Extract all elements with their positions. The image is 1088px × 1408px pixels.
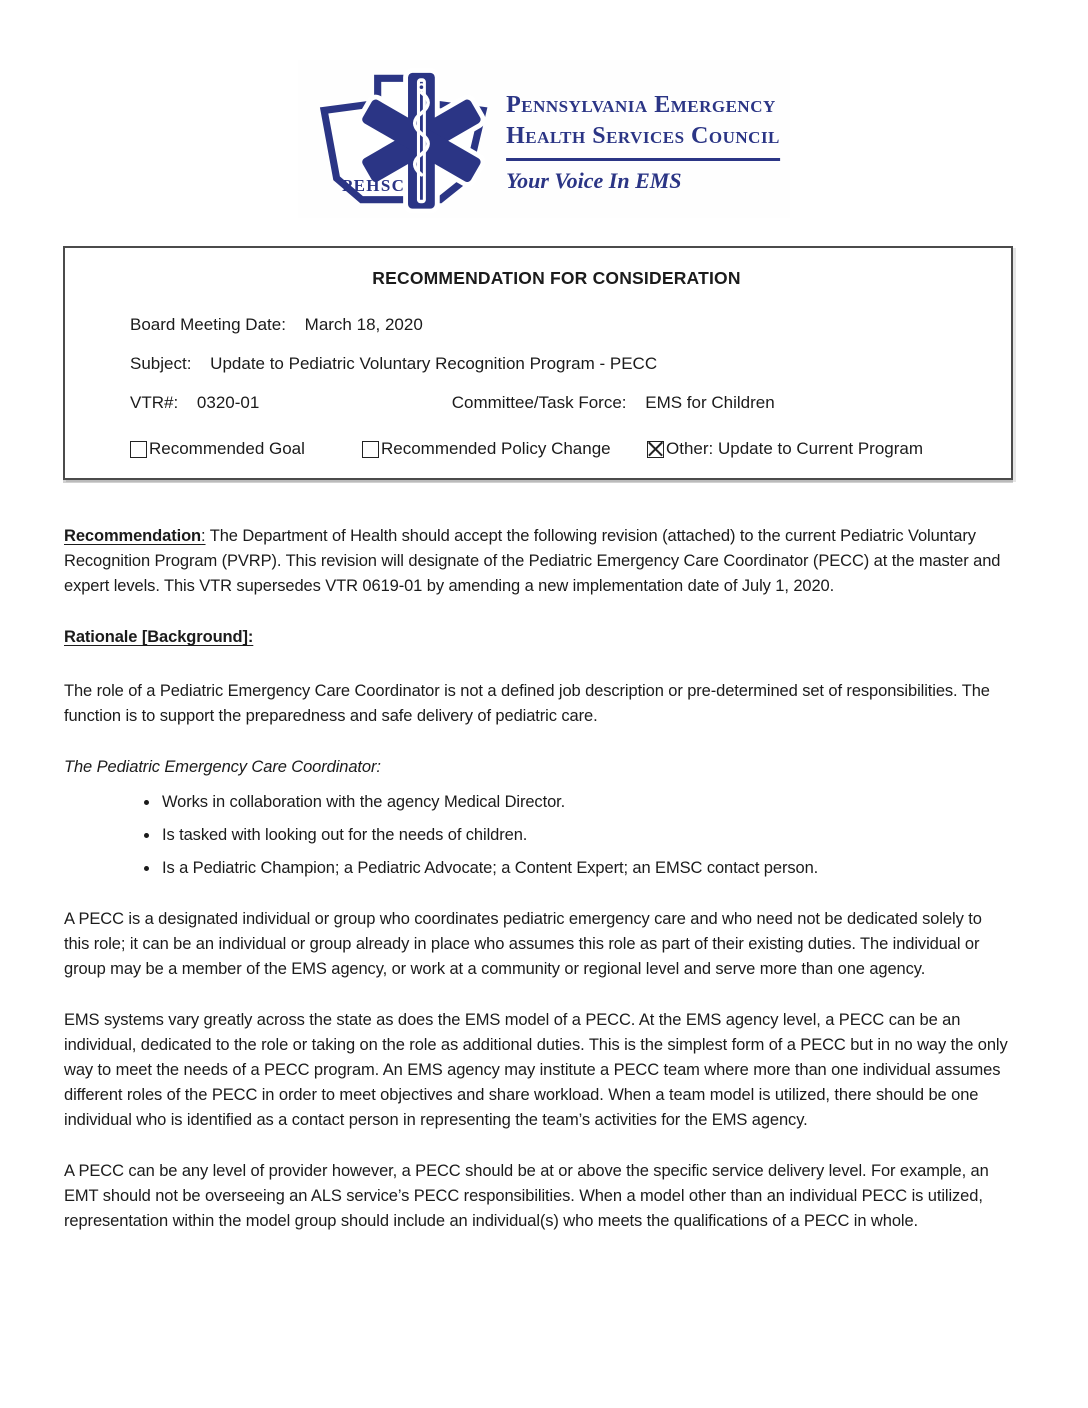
rationale-heading: Rationale [Background]: xyxy=(64,628,254,646)
checkbox-icon[interactable] xyxy=(130,441,147,458)
subject-label: Subject: xyxy=(130,354,192,373)
pehsc-logo xyxy=(298,60,790,218)
list-item: • Is a Pediatric Champion; a Pediatric Advocate; a Content Expert; an EMSC contact person. xyxy=(160,856,1008,881)
star-of-life-keystone-icon xyxy=(308,64,490,214)
pecc-lead-in: The Pediatric Emergency Care Coordinator: xyxy=(64,758,381,776)
checkbox-recommended-goal[interactable] xyxy=(130,437,362,461)
checkbox-icon[interactable] xyxy=(647,441,664,458)
org-name-block xyxy=(506,84,780,194)
checkbox-other[interactable] xyxy=(647,437,923,461)
checkbox-label: Recommended Goal xyxy=(149,439,305,458)
org-name-line1: Pennsylvania Emergency xyxy=(506,91,776,118)
checkbox-row xyxy=(130,437,983,461)
committee-value: EMS for Children xyxy=(645,393,775,412)
rationale-paragraph-3: EMS systems vary greatly across the state as does the EMS model of a PECC. At the EMS agency level, a PECC can be an individual, dedicated to the role or taking on the role as additional duties. This is the simplest form of a PECC but in no way the only way to meet the needs of a PECC program. An EMS agency may institute a PECC team where more than one individual assumes different roles of the PECC in order to meet objectives and share workload. When a team model is utilized, there should be one individual who is identified as a contact person in representing the team’s activities for the EMS agency. xyxy=(64,1011,1008,1129)
rationale-paragraph-2: A PECC is a designated individual or group who coordinates pediatric emergency care and who need not be dedicated solely to this role; it can be an individual or group already in place who assumes this role as part of their existing duties. The individual or group may be a member of the EMS agency, or work at a community or regional level and serve more than one agency. xyxy=(64,910,982,978)
pehsc-acronym: PEHSC xyxy=(341,175,406,195)
checkbox-icon[interactable] xyxy=(362,441,379,458)
committee-label: Committee/Task Force: xyxy=(451,393,627,412)
vtr-committee-row xyxy=(130,391,983,415)
vtr-number-value: 0320-01 xyxy=(196,393,260,412)
recommendation-heading: Recommendation xyxy=(64,527,202,545)
recommendation-form-box xyxy=(63,246,1013,480)
board-meeting-date-label: Board Meeting Date: xyxy=(130,315,286,334)
subject-value: Update to Pediatric Voluntary Recognition Program - PECC xyxy=(210,354,658,373)
rationale-paragraph-4: A PECC can be any level of provider however, a PECC should be at or above the specific service delivery level. For example, an EMT should not be overseeing an ALS service’s PECC responsibilities. When a model other than an individual PECC is utilized, representation within the model group should include an individual(s) who meets the qualifications of a PECC in whole. xyxy=(64,1162,989,1230)
pecc-bullet-list xyxy=(64,790,1008,881)
checkbox-label: Recommended Policy Change xyxy=(381,439,611,458)
form-title: RECOMMENDATION FOR CONSIDERATION xyxy=(372,268,741,288)
board-meeting-date-value: March 18, 2020 xyxy=(304,315,423,334)
recommendation-paragraph: Recommendation: The Department of Health should accept the following revision (attached) to the current Pediatric Voluntary Recognition Program (PVRP). This revision will designate of the Pediatric Emergency Care Coordinator (PECC) at the master and expert levels. This VTR supersedes VTR 0619-01 by amending a new implementation date of July 1, 2020. xyxy=(64,527,1001,595)
logo-divider-rule xyxy=(506,158,780,161)
list-item: • Is tasked with looking out for the needs of children. xyxy=(160,823,1008,848)
vtr-number-label: VTR#: xyxy=(130,393,179,412)
document-body xyxy=(64,524,1008,1260)
rationale-paragraph-1: The role of a Pediatric Emergency Care Coordinator is not a defined job description or pre-determined set of responsibilities. The function is to support the preparedness and safe delivery of pediatric care. xyxy=(64,682,990,725)
checkbox-label: Other: Update to Current Program xyxy=(666,439,924,458)
board-meeting-date-row xyxy=(130,313,983,337)
checkbox-recommended-policy-change[interactable] xyxy=(362,437,647,461)
org-name-line2: Health Services Council xyxy=(506,123,780,149)
org-tagline: Your Voice In EMS xyxy=(506,168,682,194)
list-item: • Works in collaboration with the agency Medical Director. xyxy=(160,790,1008,815)
recommendation-text: The Department of Health should accept the following revision (attached) to the current Pediatric Voluntary Recognition Program (PVRP). This revision will designate of the Pediatric Emergency Care Coordinator (PECC) at the master and expert levels. This VTR supersedes VTR 0619-01 by amending a new implementation date of July 1, 2020. xyxy=(64,527,1001,595)
subject-row xyxy=(130,352,983,376)
